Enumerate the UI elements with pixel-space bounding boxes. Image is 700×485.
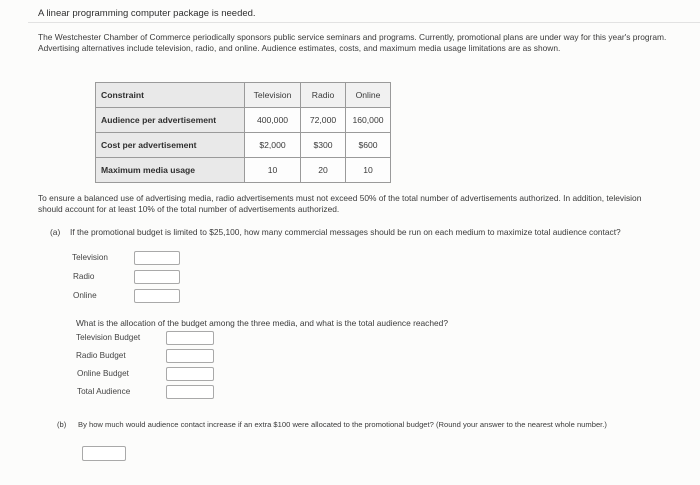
cell: 10	[346, 158, 391, 183]
cell: $600	[346, 133, 391, 158]
header-divider	[28, 22, 700, 23]
television-label: Television	[72, 253, 108, 262]
audience-increase-input[interactable]	[82, 446, 126, 461]
part-a-followup: What is the allocation of the budget among the three media, and what is the total audience reached?	[76, 318, 449, 328]
table-header-row	[96, 83, 391, 108]
table-corner: Constraint	[96, 83, 245, 108]
cell: 10	[245, 158, 301, 183]
table-col-online: Online	[346, 83, 391, 108]
intro-paragraph: The Westchester Chamber of Commerce periodically sponsors public service seminars and programs. Currently, promotional plans are under way for this year's program. Advertising alternatives include television, radio, and online. Audience estimates, costs, and maximum media usage limitations are as shown.	[38, 32, 667, 54]
radio-input[interactable]	[134, 270, 180, 284]
cell: 20	[301, 158, 346, 183]
online-input[interactable]	[134, 289, 180, 303]
problem-header: A linear programming computer package is needed.	[38, 8, 256, 19]
radio-budget-input[interactable]	[166, 349, 214, 363]
online-budget-label: Online Budget	[77, 369, 129, 378]
row-label: Maximum media usage	[96, 158, 245, 183]
part-a-label: (a)	[50, 227, 61, 237]
part-b-question: By how much would audience contact increase if an extra $100 were allocated to the promotional budget? (Round your answer to the nearest whole number.)	[78, 420, 607, 429]
cell: $2,000	[245, 133, 301, 158]
television-input[interactable]	[134, 251, 180, 265]
cell: 400,000	[245, 108, 301, 133]
cell: 72,000	[301, 108, 346, 133]
table-row	[96, 108, 391, 133]
table-row	[96, 158, 391, 183]
total-audience-label: Total Audience	[77, 387, 131, 396]
television-budget-input[interactable]	[166, 331, 214, 345]
media-table	[95, 82, 391, 183]
total-audience-input[interactable]	[166, 385, 214, 399]
cell: $300	[301, 133, 346, 158]
table-col-television: Television	[245, 83, 301, 108]
table-row	[96, 133, 391, 158]
television-budget-label: Television Budget	[76, 333, 141, 342]
radio-label: Radio	[73, 272, 95, 281]
cell: 160,000	[346, 108, 391, 133]
row-label: Audience per advertisement	[96, 108, 245, 133]
radio-budget-label: Radio Budget	[76, 351, 126, 360]
part-a-question: If the promotional budget is limited to $25,100, how many commercial messages should be run on each medium to maximize total audience contact?	[70, 227, 621, 237]
constraint-paragraph: To ensure a balanced use of advertising media, radio advertisements must not exceed 50% of the total number of advertisements authorized. In addition, television should account for at least 10% of the total number of advertisements authorized.	[38, 193, 642, 215]
part-b-label: (b)	[57, 420, 67, 429]
online-label: Online	[73, 291, 97, 300]
row-label: Cost per advertisement	[96, 133, 245, 158]
online-budget-input[interactable]	[166, 367, 214, 381]
table-col-radio: Radio	[301, 83, 346, 108]
